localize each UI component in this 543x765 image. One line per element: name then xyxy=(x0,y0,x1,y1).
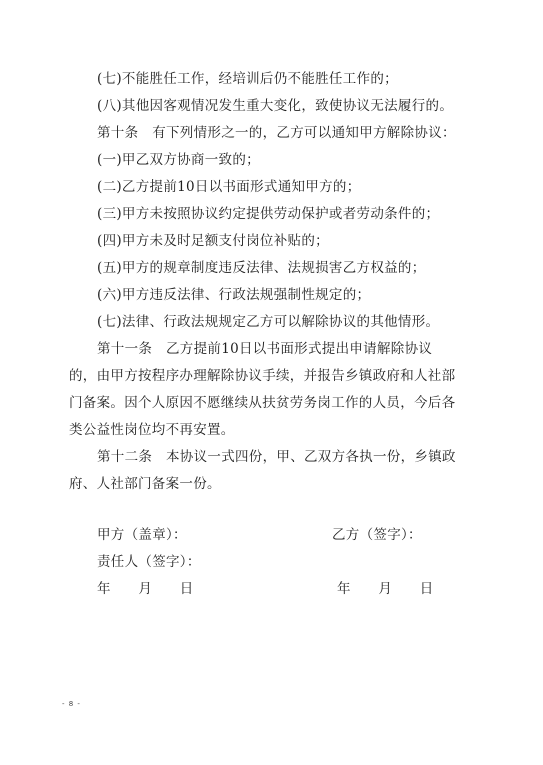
party-a-date: 年 月 日 xyxy=(97,581,194,597)
clause-line: (五)甲方的规章制度违反法律、法规损害乙方权益的； xyxy=(97,260,426,276)
article-11-line: 的，由甲方按程序办理解除协议手续，并报告乡镇政府和人社部 xyxy=(69,368,456,384)
page-number: - 8 - xyxy=(62,700,81,708)
article-11-line: 门备案。因个人原因不愿继续从扶贫劳务岗工作的人员，今后各 xyxy=(69,395,456,411)
clause-line: (一)甲乙双方协商一致的； xyxy=(97,152,260,168)
article-11-line: 类公益性岗位均不再安置。 xyxy=(69,422,235,438)
party-a-seal-label: 甲方（盖章）： xyxy=(97,527,187,543)
article-10-heading: 第十条 有下列情形之一的，乙方可以通知甲方解除协议： xyxy=(97,125,456,141)
clause-line: (二)乙方提前10日以书面形式通知甲方的； xyxy=(97,179,361,195)
article-12-line: 第十二条 本协议一式四份，甲、乙双方各执一份，乡镇政 xyxy=(97,449,456,465)
article-12-line: 府、人社部门备案一份。 xyxy=(69,476,221,492)
clause-line: (六)甲方违反法律、行政法规强制性规定的； xyxy=(97,287,371,303)
clause-line: (八)其他因客观情况发生重大变化，致使协议无法履行的。 xyxy=(97,98,454,114)
clause-line: (七)不能胜任工作，经培训后仍不能胜任工作的； xyxy=(97,71,398,87)
clause-line: (三)甲方未按照协议约定提供劳动保护或者劳动条件的； xyxy=(97,206,440,222)
article-11-line: 第十一条 乙方提前10日以书面形式提出申请解除协议 xyxy=(97,341,433,357)
responsible-person-label: 责任人（签字）： xyxy=(97,554,201,570)
party-b-date: 年 月 日 xyxy=(337,581,434,597)
clause-line: (四)甲方未及时足额支付岗位补贴的； xyxy=(97,233,329,249)
clause-line: (七)法律、行政法规规定乙方可以解除协议的其他情形。 xyxy=(97,314,440,330)
party-b-signature-label: 乙方（签字）： xyxy=(332,527,422,543)
